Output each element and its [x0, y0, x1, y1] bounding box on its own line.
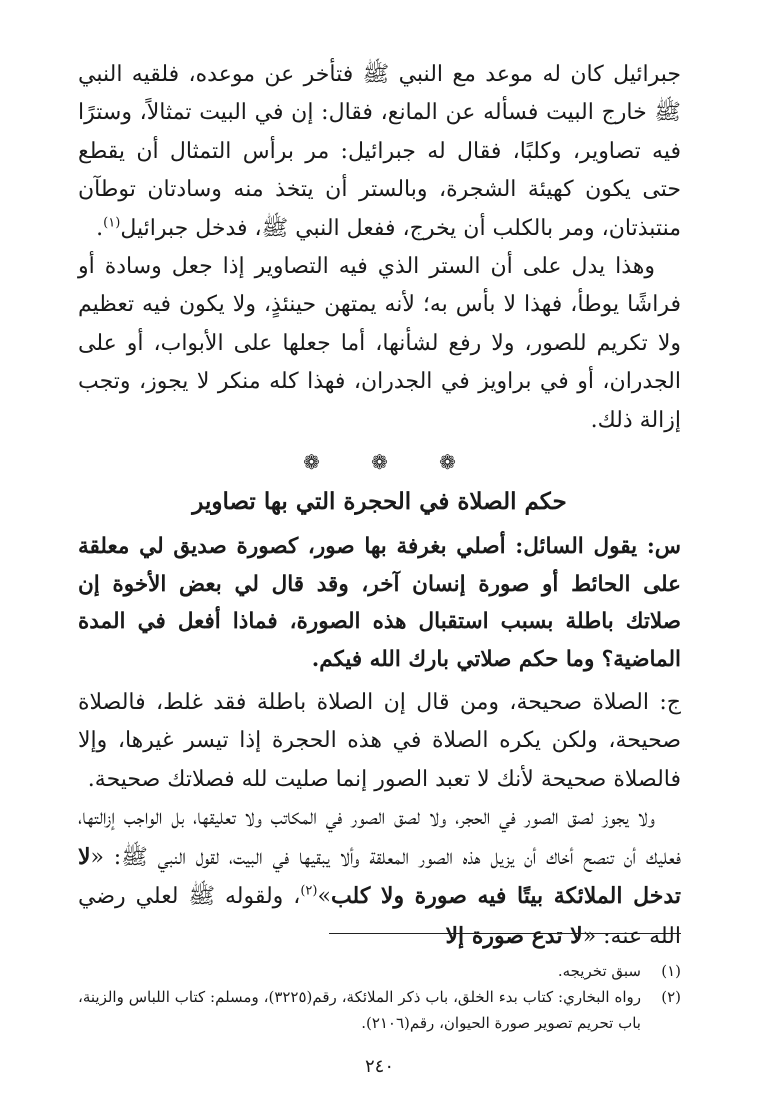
- footnote-ref-1[interactable]: (١): [103, 215, 121, 231]
- footnote-item: [78, 958, 681, 984]
- footnote-number: (١): [661, 962, 681, 980]
- body-paragraph-1: [78, 56, 681, 248]
- footnotes: [78, 958, 681, 1036]
- answer-paragraph: ج: الصلاة صحيحة، ومن قال إن الصلاة باطلة فقد غلط، فالصلاة صحيحة، ولكن يكره الصلاة في هذه الحجرة إذا تيسر غيرها، وإلا فالصلاة صحيحة لأنك لا تعبد الصور إنما صليت لله فصلاتك صحيحة.: [78, 690, 681, 792]
- paragraph-end: .: [96, 215, 104, 241]
- footnote-item: [78, 984, 681, 1036]
- paragraph-text: ، ولقوله ﷺ لعلي رضي الله عنه: «: [78, 884, 681, 949]
- paragraph-text: ولا يجوز لصق الصور في الحجر، ولا لصق الصور في المكاتب ولا تعليقها، بل الواجب إزالتها، فعليك أن تنصح أخاك أن يزيل هذه الصور المعلقة وألا يبقيها في البيت، لقول النبي ﷺ: «: [78, 805, 681, 870]
- question-block: [78, 528, 681, 678]
- hadith-quote-1: لا تدخل الملائكة بيتًا فيه صورة ولا كلب: [78, 843, 681, 910]
- page-number: ٢٤٠: [364, 1056, 394, 1077]
- asterism-icon: ❁: [303, 450, 320, 475]
- footnote-ref-2[interactable]: (٢): [300, 883, 318, 899]
- asterism-icon: ❁: [439, 450, 456, 475]
- footnote-text: سبق تخريجه.: [557, 962, 641, 980]
- hadith-quote-2: لا تدع صورة إلا: [445, 922, 583, 949]
- quote-close: »: [317, 884, 331, 910]
- footnote-divider: [329, 933, 681, 934]
- paragraph-text: جبرائيل كان له موعد مع النبي ﷺ فتأخر عن موعده، فلقيه النبي ﷺ خارج البيت فسأله عن المانع، فقال: إن في البيت تمثالاً، وسترًا فيه تصاوير، وكلبًا، فقال له جبرائيل: مر برأس التمثال أن يقطع حتى يكون كهيئة الشجرة، وبالستر أن يتخذ منه وسادتان توطآن منتبذتان، ومر بالكلب أن يخرج، ففعل النبي ﷺ، فدخل جبرائيل: [78, 62, 681, 241]
- footnote-number: (٢): [661, 988, 681, 1006]
- footnote-text: رواه البخاري: كتاب بدء الخلق، باب ذكر الملائكة، رقم(٣٢٢٥)، ومسلم: كتاب اللباس والزينة، باب تحريم تصوير صورة الحيوان، رقم(٢١٠٦).: [78, 988, 641, 1032]
- asterism-icon: ❁: [371, 450, 388, 475]
- body-paragraph-2: وهذا يدل على أن الستر الذي فيه التصاوير إذا جعل وسادة أو فراشًا يوطأ، فهذا لا بأس به؛ لأنه يمتهن حينئذٍ، ولا يكون فيه تعظيم ولا تكريم للصور، ولا رفع لشأنها، أما جعلها على الأبواب، أو على الجدران، أو في براويز في الجدران، فهذا كله منكر لا يجوز، وتجب إزالة ذلك.: [78, 254, 681, 433]
- section-separator: [78, 450, 681, 474]
- section-heading: حكم الصلاة في الحجرة التي بها تصاوير: [192, 488, 567, 516]
- question-text: س: يقول السائل: أصلي بغرفة بها صور، كصورة صديق لي معلقة على الحائط أو صورة إنسان آخر، وقد قال لي بعض الأخوة إن صلاتك باطلة بسبب استقبال هذه الصورة، فماذا أفعل في المدة الماضية؟ وما حكم صلاتي بارك الله فيكم.: [78, 534, 681, 672]
